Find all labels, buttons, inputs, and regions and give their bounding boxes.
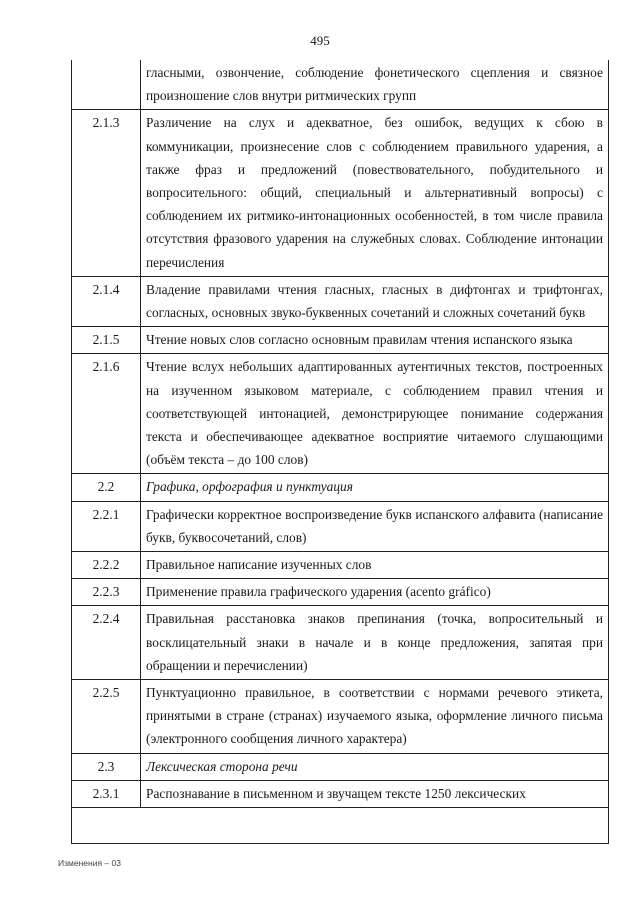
table-row [72,110,608,276]
footer-note: Изменения – 03 [58,858,121,868]
table-row [72,474,608,501]
row-number: 2.2.1 [72,501,141,551]
row-number: 2.1.5 [72,327,141,354]
row-text: Владение правилами чтения гласных, гласных в дифтонгах и трифтонгах, согласных, основных звуко-буквенных сочетаний и сложных сочетаний букв [141,276,609,326]
table-row [72,327,608,354]
row-number: 2.2 [72,474,141,501]
section-heading: Графика, орфография и пунктуация [141,474,609,501]
section-heading: Лексическая сторона речи [141,753,609,780]
content-table [71,60,609,844]
row-text: Правильное написание изученных слов [141,552,609,579]
table-row [72,354,608,474]
row-number: 2.2.3 [72,579,141,606]
table-row [72,780,608,807]
row-text: Пунктуационно правильное, в соответствии с нормами речевого этикета, принятыми в стране (странах) изучаемого языка, оформление личного письма (электронного сообщения личного характера) [141,680,609,754]
row-number: 2.2.4 [72,606,141,680]
row-number: 2.3.1 [72,780,141,807]
table-row [72,276,608,326]
table-body [72,60,608,808]
row-text: Чтение вслух небольших адаптированных аутентичных текстов, построенных на изученном языковом материале, с соблюдением правил чтения и соответствующей интонацией, демонстрирующее понимание содержания текста и обеспечивающее адекватное восприятие читаемого слушающими (объём текста – до 100 слов) [141,354,609,474]
row-number: 2.3 [72,753,141,780]
row-text: Чтение новых слов согласно основным правилам чтения испанского языка [141,327,609,354]
row-text: Различение на слух и адекватное, без ошибок, ведущих к сбою в коммуникации, произнесение слов с соблюдением правильного ударения, а также фраз и предложений (повествовательного, побудительного и вопросительного: общий, специальный и альтернативный вопросы) с соблюдением их ритмико-интонационных особенностей, в том числе правила отсутствия фразового ударения на служебных словах. Соблюдение интонации перечисления [141,110,609,276]
row-text: гласными, озвончение, соблюдение фонетического сцепления и связное произношение слов внутри ритмических групп [141,60,609,110]
page-number: 495 [310,33,330,48]
table-row [72,579,608,606]
row-number: 2.2.2 [72,552,141,579]
row-text: Распознавание в письменном и звучащем тексте 1250 лексических [141,780,609,807]
row-text: Графически корректное воспроизведение букв испанского алфавита (написание букв, буквосочетаний, слов) [141,501,609,551]
table-row [72,501,608,551]
row-number [72,60,141,110]
table-row [72,680,608,754]
row-text: Правильная расстановка знаков препинания (точка, вопросительный и восклицательный знаки в начале и в конце предложения, запятая при обращении и перечислении) [141,606,609,680]
row-number: 2.1.6 [72,354,141,474]
table-row [72,753,608,780]
table-row [72,60,608,110]
row-number: 2.1.3 [72,110,141,276]
row-text: Применение правила графического ударения (acento gráfico) [141,579,609,606]
table-row [72,606,608,680]
row-number: 2.1.4 [72,276,141,326]
row-number: 2.2.5 [72,680,141,754]
table-row [72,552,608,579]
